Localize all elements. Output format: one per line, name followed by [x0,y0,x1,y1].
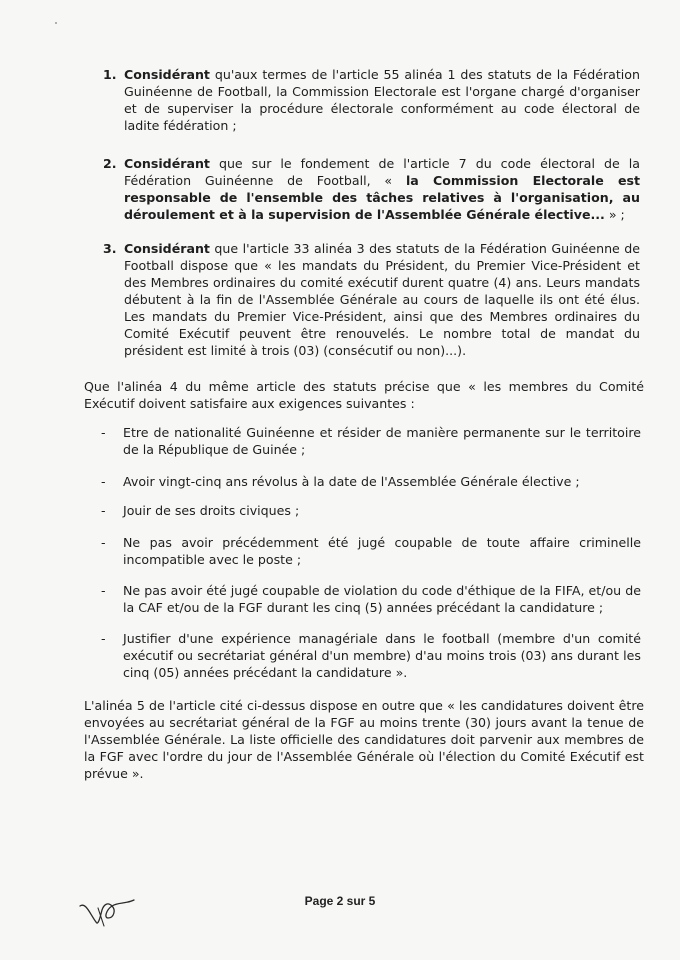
scan-speck [55,22,57,24]
intro-paragraph: Que l'alinéa 4 du même article des statuts précise que « les membres du Comité Exécutif doivent satisfaire aux exigences suivantes : [84,379,644,411]
requirement-item [101,424,641,458]
requirement-text: Ne pas avoir été jugé coupable de violation du code d'éthique de la FIFA, et/ou de la CAF et/ou de la FGF durant les cinq (5) années précédant la candidature ; [123,583,641,615]
item-number: 1. [103,67,117,82]
requirement-item [101,473,641,490]
item-lead: Considérant [124,67,210,82]
requirement-text: Avoir vingt-cinq ans révolus à la date de l'Assemblée Générale élective ; [123,474,580,489]
requirement-item [101,582,641,616]
bullet-dash: - [101,503,106,518]
item-text: qu'aux termes de l'article 55 alinéa 1 des statuts de la Fédération Guinéenne de Football, la Commission Electorale est l'organe chargé d'organiser et de superviser la procédure électorale conformément au code électoral de ladite fédération ; [124,67,640,133]
requirement-text: Ne pas avoir précédemment été jugé coupable de toute affaire criminelle incompatible avec le poste ; [123,535,641,567]
considerant-item-3 [103,240,640,359]
bullet-dash: - [101,425,106,440]
requirement-text: Justifier d'une expérience managériale dans le football (membre d'un comité exécutif ou secrétariat général d'un membre) d'au moins trois (03) ans durant les cinq (05) années précédant la candidature ». [123,631,641,680]
requirement-item [101,502,641,519]
bullet-dash: - [101,583,106,598]
page-number-footer: Page 2 sur 5 [304,894,376,908]
item-text: que l'article 33 alinéa 3 des statuts de la Fédération Guinéenne de Football dispose que « les mandats du Président, du Premier Vice-Président et des Membres ordinaires du comité exécutif durent quatre (4) ans. Leurs mandats débutent à la fin de l'Assemblée Générale au cours de laquelle ils ont été élus. Les mandats du Premier Vice-Président, ainsi que des Membres ordinaires du Comité Exécutif peuvent être renouvelés. Le nombre total de mandat du président est limité à trois (03) (consécutif ou non)...). [124,241,640,358]
considerant-item-2 [103,155,640,223]
item-lead: Considérant [124,156,210,171]
requirement-item [101,630,641,681]
requirement-text: Jouir de ses droits civiques ; [123,503,300,518]
item-bold-quote: la Commission Electorale est responsable de l'ensemble des tâches relatives à l'organisation, au déroulement et à la supervision de l'Assemblée Générale élective... [124,173,641,222]
item-number: 2. [103,156,117,171]
item-text: que sur le fondement de l'article 7 du code électoral de la Fédération Guinéenne de Football, « [124,156,640,188]
considerant-item-1 [103,66,640,134]
requirement-text: Etre de nationalité Guinéenne et résider de manière permanente sur le territoire de la République de Guinée ; [123,425,641,457]
closing-paragraph: L'alinéa 5 de l'article cité ci-dessus dispose en outre que « les candidatures doivent être envoyées au secrétariat général de la FGF au moins trente (30) jours avant la tenue de l'Assemblée Générale. La liste officielle des candidatures doit parvenir aux membres de la FGF avec l'ordre du jour de l'Assemblée Générale où l'élection du Comité Exécutif est prévue ». [84,698,644,781]
bullet-dash: - [101,474,106,489]
item-lead: Considérant [124,241,210,256]
item-number: 3. [103,241,117,256]
bullet-dash: - [101,535,106,550]
bullet-dash: - [101,631,106,646]
requirement-item [101,534,641,568]
item-tail: » ; [604,207,625,222]
